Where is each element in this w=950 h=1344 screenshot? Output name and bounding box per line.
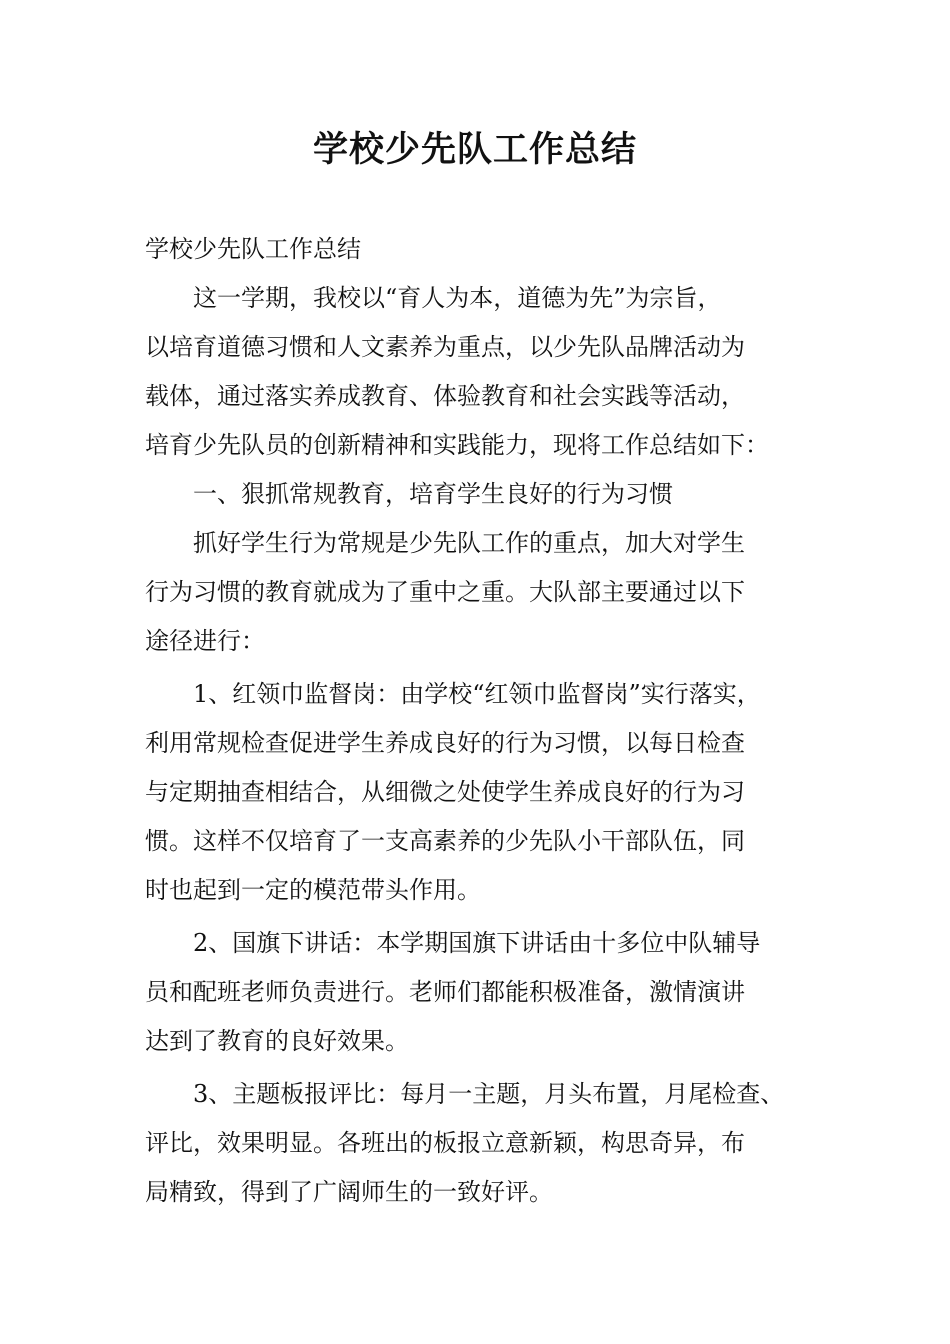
paragraph-routine bbox=[145, 519, 825, 666]
text-line: 惯。这样不仅培育了一支高素养的少先队小干部队伍，同 bbox=[145, 827, 745, 855]
text-line: 员和配班老师负责进行。老师们都能积极准备，激情演讲 bbox=[145, 978, 745, 1006]
document-title: 学校少先队工作总结 bbox=[312, 130, 637, 170]
text-line: 达到了教育的良好效果。 bbox=[145, 1027, 409, 1055]
text-line: 3、主题板报评比：每月一主题，月头布置，月尾检查、 bbox=[193, 1080, 785, 1108]
paragraph-intro bbox=[145, 274, 825, 470]
text-line: 学校少先队工作总结 bbox=[145, 235, 361, 263]
text-line: 这一学期，我校以“育人为本，道德为先”为宗旨， bbox=[193, 284, 722, 312]
text-line: 一、狠抓常规教育，培育学生良好的行为习惯 bbox=[193, 480, 673, 508]
text-line: 2、国旗下讲话：本学期国旗下讲话由十多位中队辅导 bbox=[193, 929, 761, 957]
paragraph-item-1 bbox=[145, 670, 825, 915]
document-subtitle bbox=[145, 225, 825, 274]
text-line: 局精致，得到了广阔师生的一致好评。 bbox=[145, 1178, 553, 1206]
text-line: 评比，效果明显。各班出的板报立意新颖，构思奇异，布 bbox=[145, 1129, 745, 1157]
document-body bbox=[145, 225, 825, 1217]
paragraph-item-2 bbox=[145, 919, 825, 1066]
text-line: 时也起到一定的模范带头作用。 bbox=[145, 876, 481, 904]
text-line: 与定期抽查相结合，从细微之处使学生养成良好的行为习 bbox=[145, 778, 745, 806]
section-heading bbox=[145, 470, 825, 519]
text-line: 培育少先队员的创新精神和实践能力，现将工作总结如下： bbox=[145, 431, 769, 459]
paragraph-item-3 bbox=[145, 1070, 825, 1217]
text-line: 行为习惯的教育就成为了重中之重。大队部主要通过以下 bbox=[145, 578, 745, 606]
text-line: 载体，通过落实养成教育、体验教育和社会实践等活动， bbox=[145, 382, 745, 410]
text-line: 途径进行： bbox=[145, 627, 265, 655]
text-line: 1、红领巾监督岗：由学校“红领巾监督岗”实行落实， bbox=[193, 680, 761, 708]
text-line: 抓好学生行为常规是少先队工作的重点，加大对学生 bbox=[193, 529, 745, 557]
text-line: 以培育道德习惯和人文素养为重点，以少先队品牌活动为 bbox=[145, 333, 745, 361]
text-line: 利用常规检查促进学生养成良好的行为习惯，以每日检查 bbox=[145, 729, 745, 757]
